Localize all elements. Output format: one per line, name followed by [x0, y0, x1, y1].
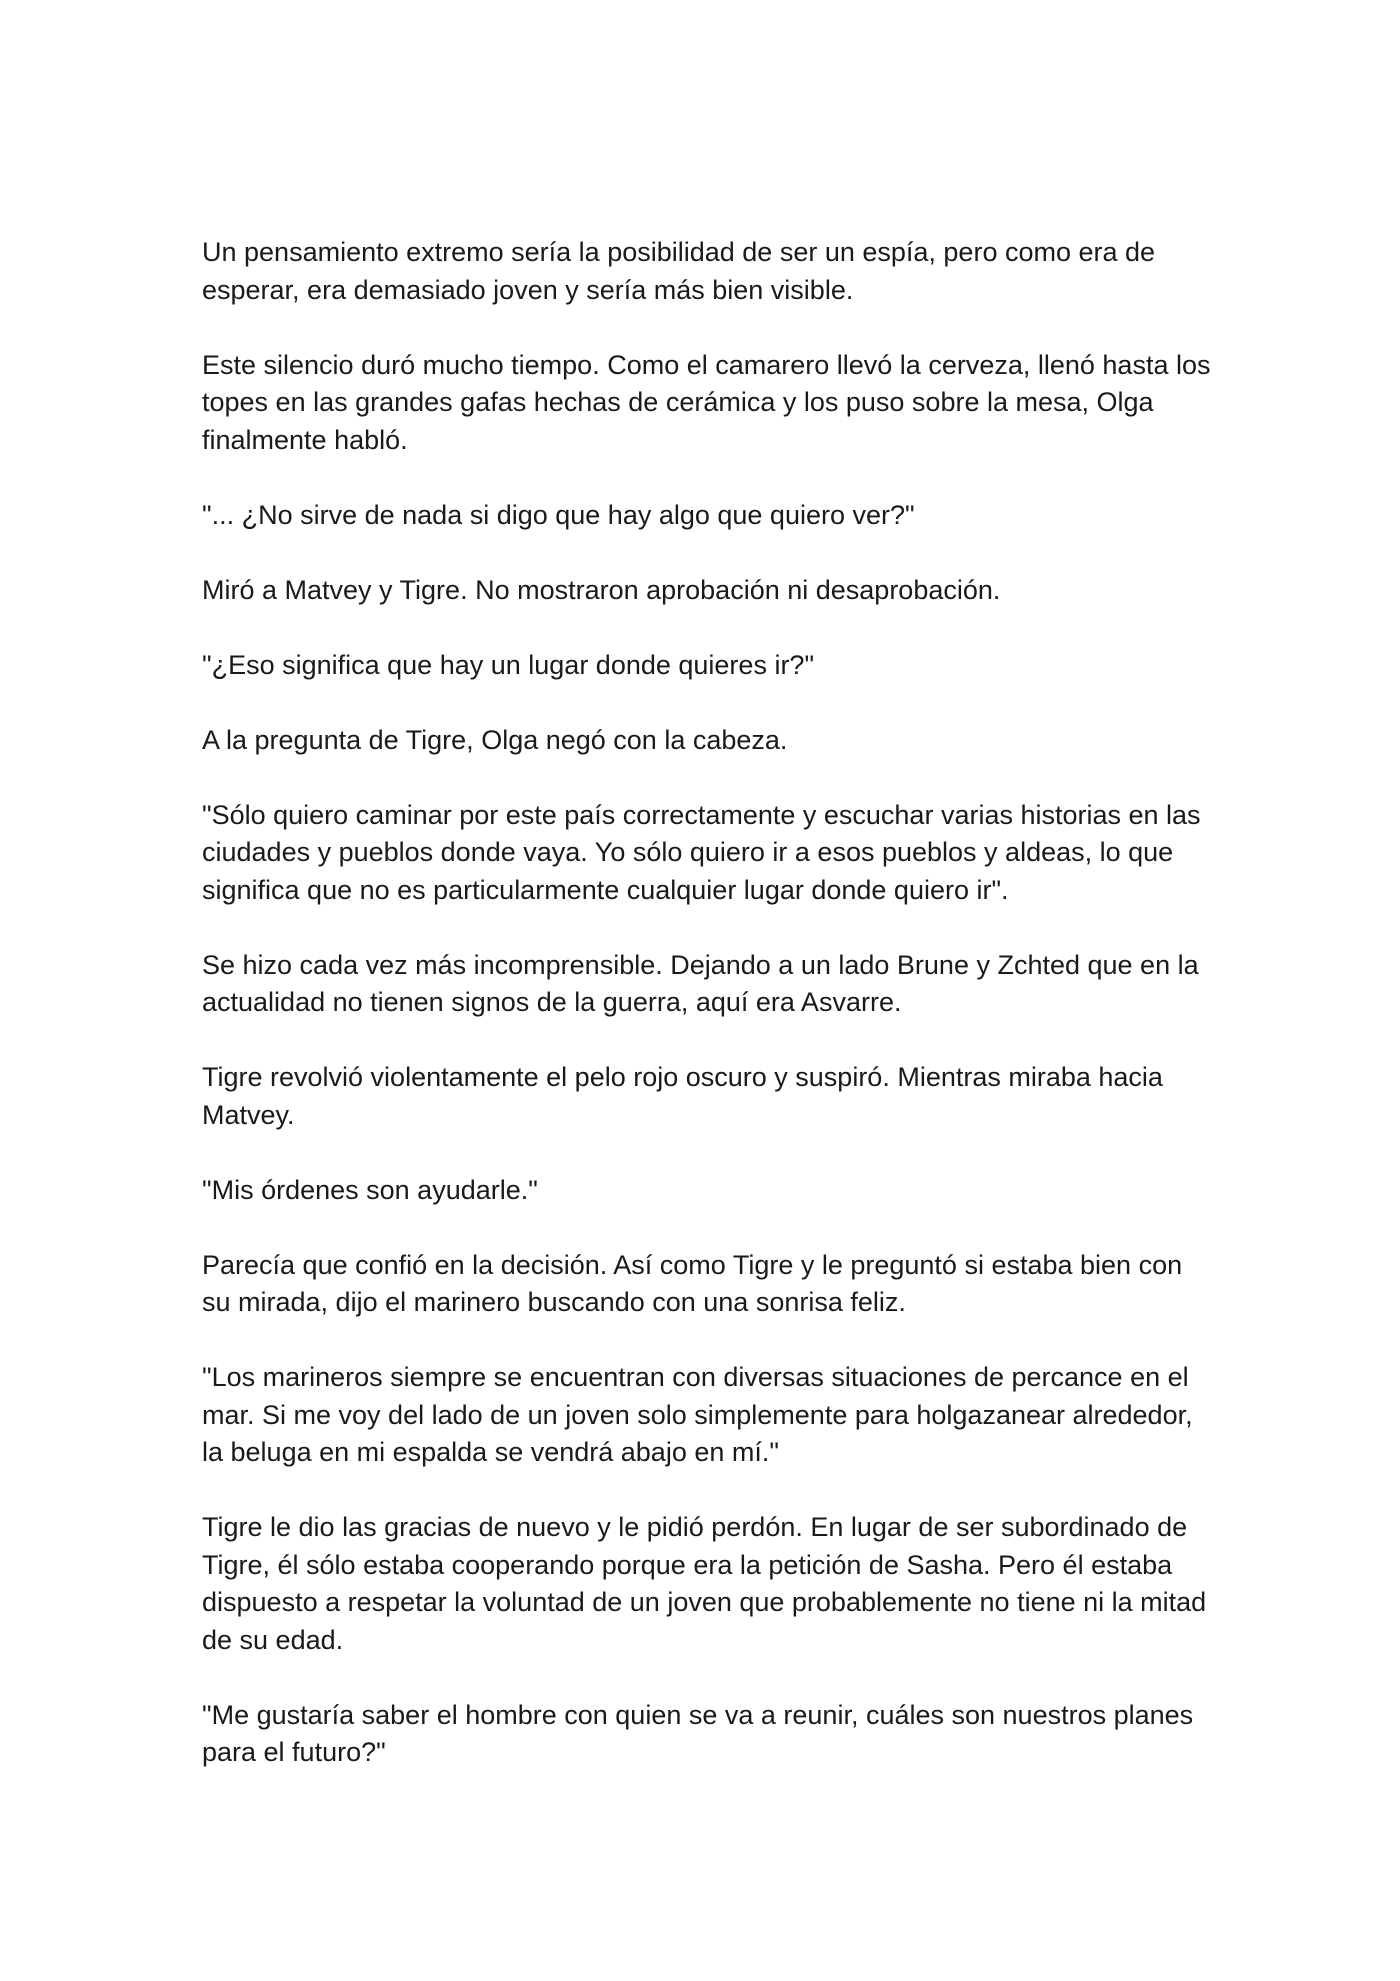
paragraph-1: Un pensamiento extremo sería la posibilidad de ser un espía, pero como era de esperar, era demasiado joven y sería más bien visible. [202, 237, 1156, 305]
paragraph-7: "Sólo quiero caminar por este país correctamente y escuchar varias historias en las ciudades y pueblos donde vaya. Yo sólo quiero ir a esos pueblos y aldeas, lo que significa que no es particularmente cualquier lugar donde quiero ir". [202, 799, 1201, 905]
paragraph-12: "Los marineros siempre se encuentran con diversas situaciones de percance en el mar. Si me voy del lado de un joven solo simplemente para holgazanear alrededor, la beluga en mi espalda se vendrá abajo en mí." [202, 1362, 1193, 1467]
paragraph-3: "... ¿No sirve de nada si digo que hay algo que quiero ver?" [202, 499, 915, 530]
paragraph-6: A la pregunta de Tigre, Olga negó con la cabeza. [202, 724, 788, 755]
paragraph-4: Miró a Matvey y Tigre. No mostraron aprobación ni desaprobación. [202, 574, 1001, 605]
paragraph-9: Tigre revolvió violentamente el pelo rojo oscuro y suspiró. Mientras miraba hacia Matvey. [202, 1062, 1163, 1130]
paragraph-10: "Mis órdenes son ayudarle." [202, 1174, 538, 1205]
paragraph-13: Tigre le dio las gracias de nuevo y le pidió perdón. En lugar de ser subordinado de Tigre, él sólo estaba cooperando porque era la petición de Sasha. Pero él estaba dispuesto a respetar la voluntad de un joven que probablemente no tiene ni la mitad de su edad. [202, 1512, 1207, 1655]
paragraph-5: "¿Eso significa que hay un lugar donde quieres ir?" [202, 649, 815, 680]
document-body [202, 234, 1212, 1772]
paragraph-8: Se hizo cada vez más incomprensible. Dejando a un lado Brune y Zchted que en la actualidad no tienen signos de la guerra, aquí era Asvarre. [202, 949, 1199, 1017]
paragraph-14: "Me gustaría saber el hombre con quien se va a reunir, cuáles son nuestros planes para el futuro?" [202, 1699, 1194, 1767]
paragraph-2: Este silencio duró mucho tiempo. Como el camarero llevó la cerveza, llenó hasta los topes en las grandes gafas hechas de cerámica y los puso sobre la mesa, Olga finalmente habló. [202, 349, 1211, 455]
paragraph-11: Parecía que confió en la decisión. Así como Tigre y le preguntó si estaba bien con su mirada, dijo el marinero buscando con una sonrisa feliz. [202, 1249, 1183, 1317]
